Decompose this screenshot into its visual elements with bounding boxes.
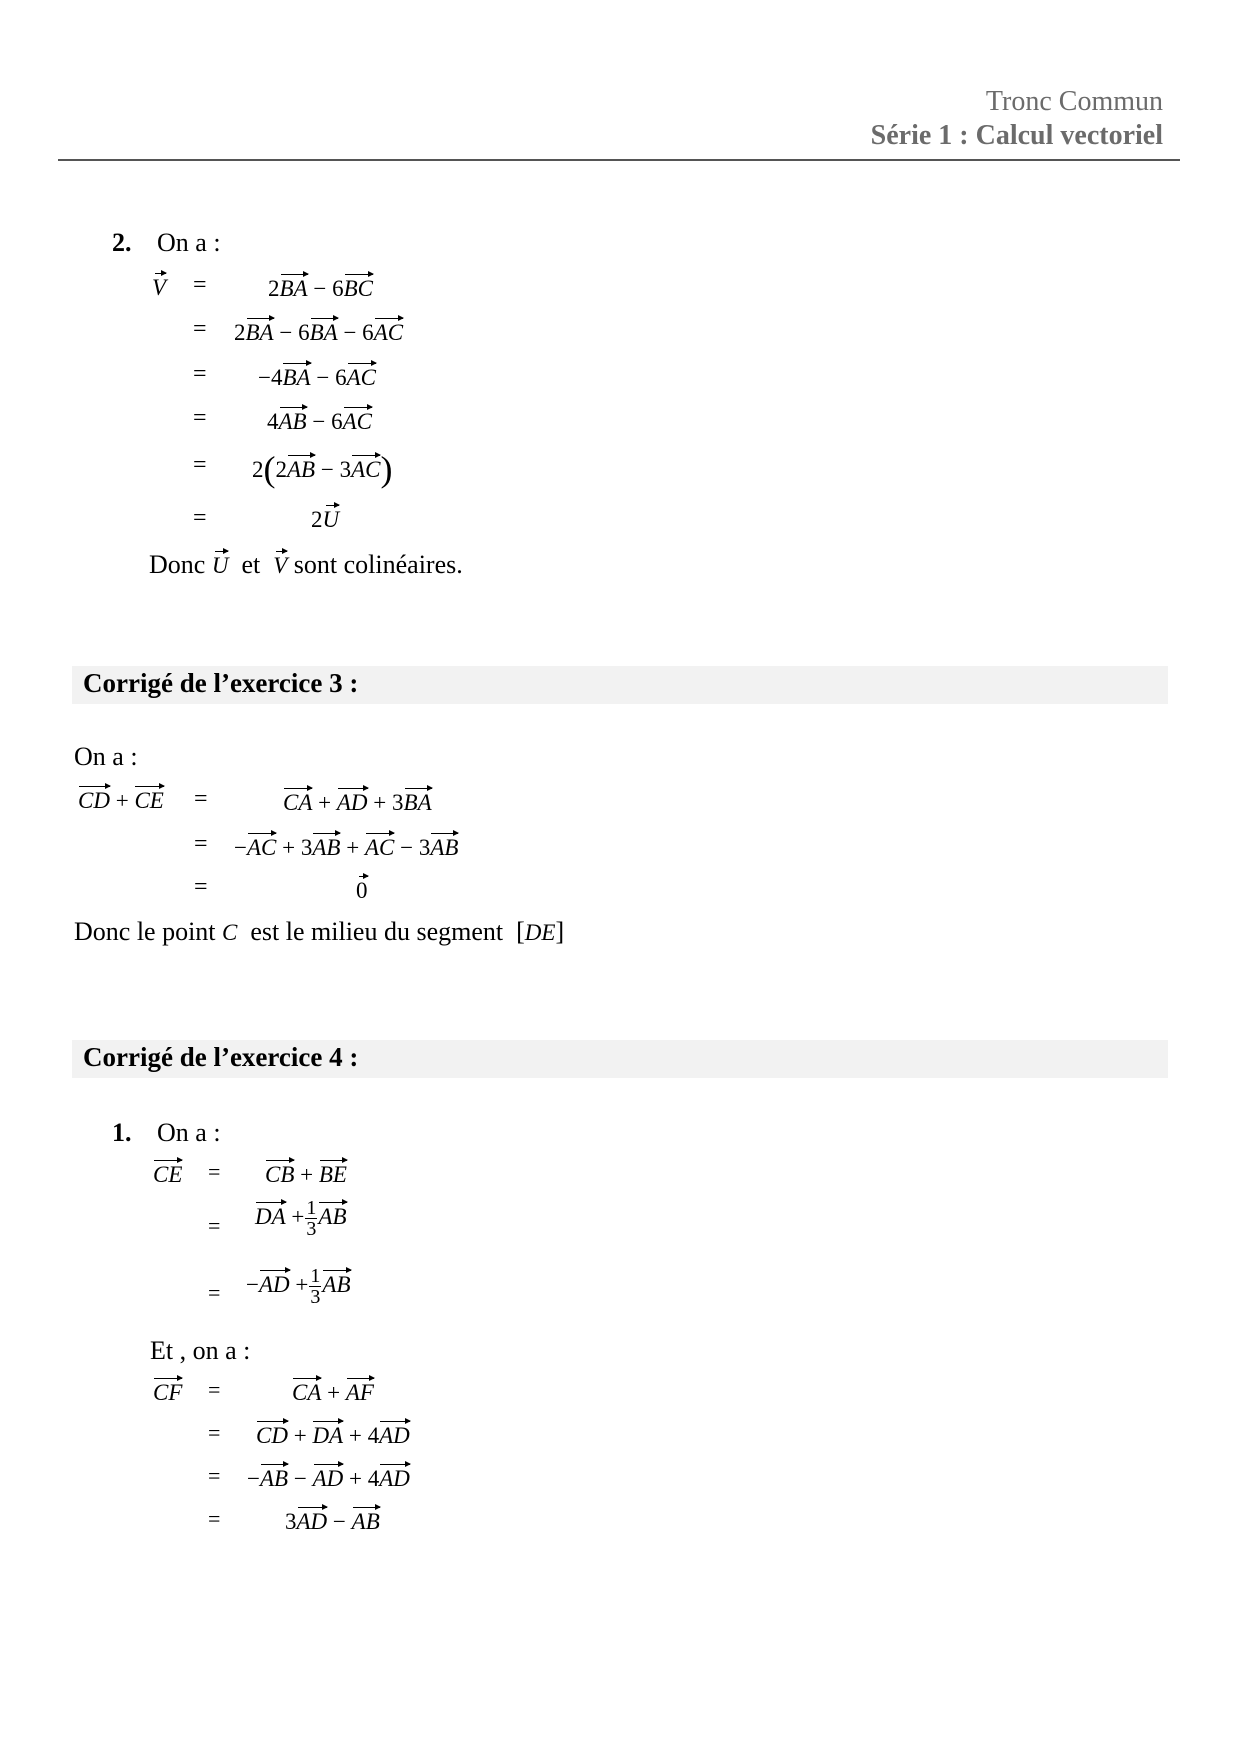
- item-number-2: 2.: [112, 228, 132, 257]
- lhs-cd-ce: CD + CE: [78, 788, 164, 813]
- eq-line-1: CA + AD + 3BA: [283, 790, 432, 815]
- vector-CF: CF: [153, 1380, 183, 1405]
- eq-line-3: −AD + $\frac{1}{3}$ AB: [246, 1265, 351, 1308]
- eq-line-2: CD + DA + 4AD: [256, 1423, 410, 1448]
- section-header-exercise-4: Corrigé de l’exercice 4 :: [72, 1040, 1168, 1078]
- intro-on-a-ex3: On a :: [74, 742, 138, 771]
- eq-line-1: CB + BE: [265, 1162, 347, 1187]
- section-header-exercise-3: Corrigé de l’exercice 3 :: [72, 666, 1168, 704]
- header-series-title: Série 1 : Calcul vectoriel: [870, 120, 1163, 151]
- eq-line-3: −4BA − 6AC: [258, 365, 376, 390]
- item-number-1: 1.: [112, 1118, 132, 1147]
- eq-line-3: −AB − AD + 4AD: [247, 1466, 410, 1491]
- intro-et-on-a: Et , on a :: [150, 1336, 251, 1365]
- eq-line-2: 2BA − 6BA − 6AC: [234, 320, 404, 345]
- zero-vector: 0: [356, 878, 368, 903]
- eq-line-3: [356, 876, 368, 904]
- eq-line-6: 2U: [311, 507, 340, 532]
- eq-line-1: 2BA − 6BC: [268, 276, 373, 301]
- eq-line-4: 4AB − 6AC: [267, 409, 372, 434]
- vector-V: V: [152, 275, 167, 300]
- eq-line-2: DA + $\frac{1}{3}$ AB: [255, 1197, 347, 1240]
- vector-CE: CE: [153, 1162, 183, 1187]
- conclusion-colinear: Donc U et V sont colinéaires.: [149, 550, 463, 579]
- intro-on-a-ex4: On a :: [157, 1118, 221, 1147]
- conclusion-midpoint: Donc le point C est le milieu du segment [DE]: [74, 917, 565, 946]
- intro-on-a: On a :: [157, 228, 221, 257]
- eq-line-4: 3AD − AB: [285, 1509, 380, 1534]
- header-course: Tronc Commun: [985, 86, 1163, 117]
- eq-line-2: −AC + 3AB + AC − 3AB: [234, 835, 459, 860]
- header-rule: [58, 159, 1180, 161]
- eq-line-1: CA + AF: [292, 1380, 374, 1405]
- eq-line-5: 2(2AB − 3AC): [252, 449, 393, 489]
